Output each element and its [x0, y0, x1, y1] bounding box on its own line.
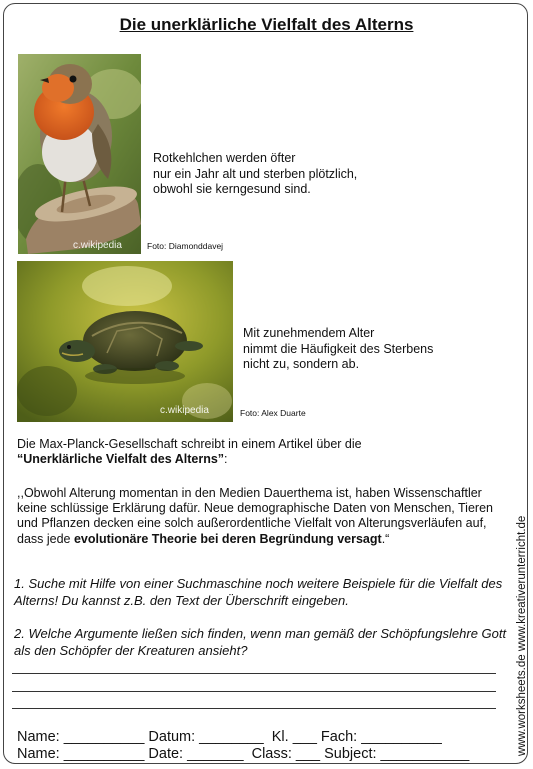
question-2: 2. Welche Argumente ließen sich finden, wenn man gemäß der Schöpfungslehre Gott als den Schöpfer der Kreaturen ansieht?	[14, 626, 507, 658]
intro-paragraph	[17, 437, 487, 467]
answer-line[interactable]	[12, 673, 496, 674]
quote-paragraph	[17, 486, 515, 547]
robin-photo	[18, 54, 141, 254]
side-website-text: www.worksheets.de www.kreativerunterricht.de	[516, 515, 528, 756]
robin-caption: Rotkehlchen werden öfter nur ein Jahr alt und sterben plötzlich, obwohl sie kerngesund sind.	[153, 151, 358, 196]
turtle-illustration	[17, 261, 233, 422]
answer-line[interactable]	[12, 691, 496, 692]
turtle-photo	[17, 261, 233, 422]
turtle-caption: Mit zunehmendem Alter nimmt die Häufigkeit des Sterbens nicht zu, sondern ab.	[243, 326, 434, 371]
name-row-english: Name: __________ Date: _______ Class: ___ Subject: ___________	[17, 746, 470, 762]
robin-watermark: c.wikipedia	[73, 240, 122, 251]
intro-colon: :	[224, 452, 228, 467]
answer-line[interactable]	[12, 708, 496, 709]
turtle-photo-credit: Foto: Alex Duarte	[240, 408, 306, 418]
page-title: Die unerklärliche Vielfalt des Alterns	[119, 15, 414, 34]
turtle-watermark: c.wikipedia	[160, 405, 209, 416]
robin-photo-credit: Foto: Diamonddavej	[147, 241, 224, 251]
intro-line: Die Max-Planck-Gesellschaft schreibt in einem Artikel über die	[17, 437, 362, 451]
question-1: 1. Suche mit Hilfe von einer Suchmaschine noch weitere Beispiele für die Vielfalt des Alterns! Du kannst z.B. den Text der Überschrift eingeben.	[14, 576, 503, 608]
quote-text: ,,Obwohl Alterung momentan in den Medien Dauerthema ist, haben Wissenschaftler keine schlüssige Erklärung dafür. Neue demographische Daten von Menschen, Tieren und Pflanzen decken eine solch außerordentliche Vielfalt von Alterungsverläufen auf, dass jede	[17, 486, 493, 546]
quote-end: .“	[381, 531, 390, 546]
robin-illustration	[18, 54, 141, 254]
quote-bold: evolutionäre Theorie bei deren Begründung versagt	[73, 531, 382, 546]
article-title: “Unerklärliche Vielfalt des Alterns”	[17, 452, 225, 467]
name-row-german: Name: __________ Datum: ________ Kl. ___ Fach: __________	[17, 729, 442, 745]
